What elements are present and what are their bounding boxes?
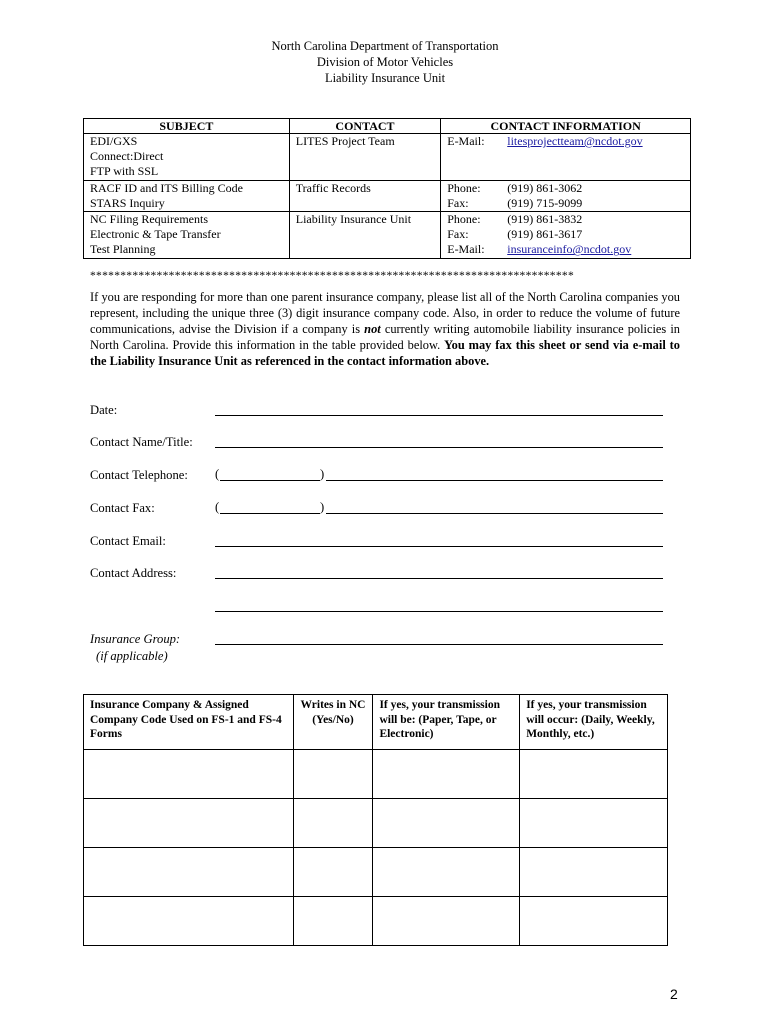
subject-line: Electronic & Tape Transfer bbox=[90, 227, 221, 242]
info-label: E-Mail: bbox=[447, 134, 485, 148]
subject-line: Connect:Direct bbox=[90, 149, 164, 164]
contact-info-header: CONTACT INFORMATION bbox=[441, 119, 691, 134]
subject-line: FTP with SSL bbox=[90, 164, 159, 179]
info-label: E-Mail: bbox=[447, 242, 485, 257]
contact-cell: Traffic Records bbox=[289, 180, 440, 211]
document-header bbox=[0, 38, 770, 86]
contact-cell: LITES Project Team bbox=[289, 134, 440, 181]
page-number: 2 bbox=[670, 986, 678, 1002]
area-code-open-paren: ( bbox=[215, 500, 220, 514]
company-code-header: Insurance Company & Assigned Company Code Used on FS-1 and FS-4 Forms bbox=[84, 695, 294, 750]
table-cell[interactable] bbox=[84, 897, 294, 946]
table-cell[interactable] bbox=[373, 750, 520, 799]
contact-cell: Liability Insurance Unit bbox=[289, 212, 440, 259]
contact-name-input-line[interactable] bbox=[215, 447, 663, 448]
date-label: Date: bbox=[90, 403, 118, 417]
subject-cell bbox=[84, 134, 290, 181]
header-division: Division of Motor Vehicles bbox=[316, 55, 454, 69]
fax-area-code-line[interactable] bbox=[220, 513, 320, 514]
telephone-area-code-line[interactable] bbox=[220, 480, 320, 481]
info-value: (919) 715-9099 bbox=[507, 195, 583, 210]
contact-email-label: Contact Email: bbox=[90, 534, 166, 548]
info-value: (919) 861-3617 bbox=[507, 227, 583, 242]
instructions-text-continued: currently writing automobile liability insurance policies in North Carolina. Provide this information in the table provided below. bbox=[90, 322, 680, 352]
contact-info-cell bbox=[441, 180, 691, 211]
table-cell[interactable] bbox=[84, 799, 294, 848]
date-input-line[interactable] bbox=[215, 415, 663, 416]
table-cell[interactable] bbox=[293, 897, 373, 946]
contact-info-cell bbox=[441, 212, 691, 259]
table-cell[interactable] bbox=[373, 897, 520, 946]
header-department: North Carolina Department of Transportation bbox=[271, 39, 499, 53]
table-cell[interactable] bbox=[520, 848, 668, 897]
table-cell[interactable] bbox=[84, 848, 294, 897]
contact-email-input-line[interactable] bbox=[215, 546, 663, 547]
insurance-group-input-line[interactable] bbox=[215, 644, 663, 645]
transmission-frequency-header: If yes, your transmission will occur: (Daily, Weekly, Monthly, etc.) bbox=[520, 695, 668, 750]
area-code-open-paren: ( bbox=[215, 467, 220, 481]
subject-line: EDI/GXS bbox=[90, 134, 138, 148]
table-cell[interactable] bbox=[520, 799, 668, 848]
contact-table bbox=[83, 118, 691, 259]
writes-in-nc-header: Writes in NC (Yes/No) bbox=[293, 695, 373, 750]
table-cell[interactable] bbox=[293, 848, 373, 897]
area-code-close-paren: ) bbox=[320, 500, 325, 514]
asterisk-separator: ******************************************************************************** bbox=[90, 270, 574, 282]
table-cell[interactable] bbox=[293, 799, 373, 848]
table-row bbox=[84, 897, 668, 946]
table-cell[interactable] bbox=[373, 799, 520, 848]
fax-number-line[interactable] bbox=[326, 513, 663, 514]
insurance-email-link[interactable]: insuranceinfo@ncdot.gov bbox=[507, 242, 632, 257]
subject-line: Test Planning bbox=[90, 242, 156, 257]
insurance-group-label: Insurance Group: bbox=[90, 632, 181, 646]
table-row bbox=[84, 212, 691, 259]
table-cell[interactable] bbox=[84, 750, 294, 799]
table-cell[interactable] bbox=[373, 848, 520, 897]
contact-fax-label: Contact Fax: bbox=[90, 501, 155, 515]
contact-header: CONTACT bbox=[289, 119, 440, 134]
instructions-text: If you are responding for more than one parent insurance company, please list all of the North Carolina companies you represent, including the unique three (3) digit insurance company code. Also, in order to reduce the volume of future communications, advise the Division if a company is bbox=[90, 290, 680, 336]
subject-cell bbox=[84, 180, 290, 211]
header-unit: Liability Insurance Unit bbox=[324, 71, 446, 85]
emphasis-not: not bbox=[364, 322, 381, 336]
fax-email-instruction: You may fax this sheet or send via e-mail to the Liability Insurance Unit as referenced in the contact information above. bbox=[90, 338, 680, 368]
insurance-table-header bbox=[84, 695, 668, 750]
table-row bbox=[84, 848, 668, 897]
info-label: Phone: bbox=[447, 180, 481, 195]
contact-address-label: Contact Address: bbox=[90, 566, 177, 580]
info-label: Fax: bbox=[447, 227, 469, 242]
table-cell[interactable] bbox=[520, 750, 668, 799]
contact-telephone-label: Contact Telephone: bbox=[90, 468, 188, 482]
contact-address-input-line[interactable] bbox=[215, 578, 663, 579]
contact-name-label: Contact Name/Title: bbox=[90, 435, 193, 449]
info-value: (919) 861-3832 bbox=[507, 212, 583, 227]
table-cell[interactable] bbox=[520, 897, 668, 946]
table-row bbox=[84, 750, 668, 799]
area-code-close-paren: ) bbox=[320, 467, 325, 481]
instructions-paragraph bbox=[90, 289, 680, 369]
info-label: Phone: bbox=[447, 212, 481, 227]
subject-line: NC Filing Requirements bbox=[90, 212, 208, 227]
insurance-group-note: (if applicable) bbox=[96, 649, 168, 663]
transmission-type-header: If yes, your transmission will be: (Paper, Tape, or Electronic) bbox=[373, 695, 520, 750]
info-label: Fax: bbox=[447, 195, 469, 210]
contact-table-header bbox=[84, 119, 691, 134]
contact-address-input-line-2[interactable] bbox=[215, 611, 663, 612]
info-value: (919) 861-3062 bbox=[507, 180, 583, 195]
table-row bbox=[84, 180, 691, 211]
subject-line: RACF ID and ITS Billing Code bbox=[90, 180, 244, 195]
table-row bbox=[84, 799, 668, 848]
insurance-company-table bbox=[83, 694, 668, 946]
table-row bbox=[84, 134, 691, 181]
subject-line: STARS Inquiry bbox=[90, 195, 165, 210]
subject-cell bbox=[84, 212, 290, 259]
table-cell[interactable] bbox=[293, 750, 373, 799]
lites-email-link[interactable]: litesprojectteam@ncdot.gov bbox=[507, 134, 643, 148]
telephone-number-line[interactable] bbox=[326, 480, 663, 481]
subject-header: SUBJECT bbox=[84, 119, 290, 134]
contact-info-cell bbox=[441, 134, 691, 181]
